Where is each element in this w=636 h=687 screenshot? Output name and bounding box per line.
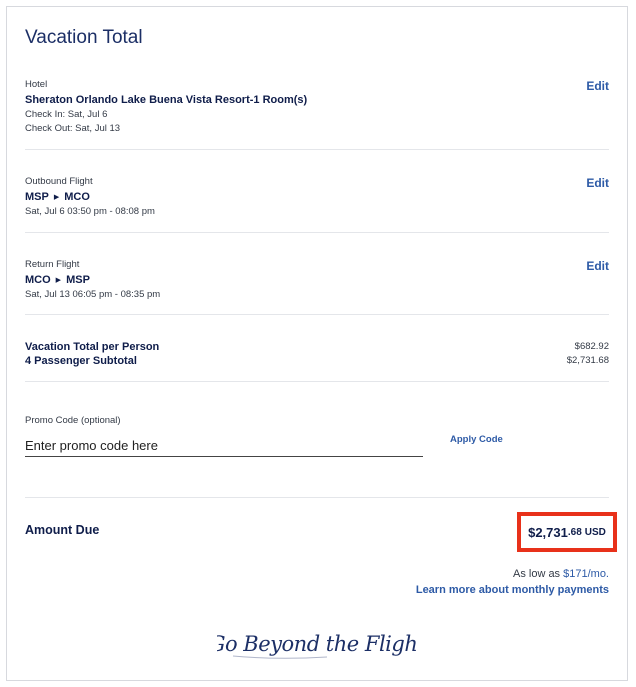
apply-code-button[interactable]: Apply Code [450,434,503,445]
outbound-origin: MSP [25,191,49,203]
divider [25,497,609,498]
monthly-prefix: As low as [512,568,564,580]
return-destination: MSP [66,274,90,286]
learn-monthly-payments-link[interactable]: Learn more about monthly payments [415,584,609,596]
check-out: Check Out: Sat, Jul 13 [25,123,121,134]
return-section-label: Return Flight [25,259,80,270]
totals-section [25,340,609,368]
per-person-value: $682.92 [574,341,609,352]
hotel-section [25,79,609,134]
return-schedule: Sat, Jul 13 06:05 pm - 08:35 pm [25,289,161,300]
route-arrow-icon: ▶ [55,277,62,284]
vacation-total-card [6,6,628,681]
promo-label: Promo Code (optional) [25,415,121,426]
amount-cents: .68 [567,526,582,538]
promo-code-input[interactable] [25,434,423,457]
svg-text:Go Beyond the Flight: Go Beyond the Flight [217,632,417,656]
divider [25,149,609,150]
per-person-label: Vacation Total per Person [25,341,160,353]
monthly-amount: $171/mo. [563,568,609,580]
return-flight-section [25,259,609,300]
page-title: Vacation Total [25,27,143,48]
edit-outbound-button[interactable]: Edit [586,176,609,190]
subtotal-label: 4 Passenger Subtotal [25,355,137,367]
totals-values [567,340,609,368]
amount-due-label: Amount Due [25,523,100,537]
divider [25,314,609,315]
route-arrow-icon: ▶ [53,194,60,201]
check-in: Check In: Sat, Jul 6 [25,109,108,120]
brand-tagline-logo [7,623,627,670]
amount-currency: USD [584,526,606,538]
outbound-section-label: Outbound Flight [25,176,93,187]
hotel-section-label: Hotel [25,79,48,90]
amount-dollars: $2,731 [528,524,568,540]
divider [25,232,609,233]
outbound-flight-section [25,176,609,217]
amount-due-value [517,512,617,552]
divider [25,381,609,382]
hotel-name: Sheraton Orlando Lake Buena Vista Resort-1 Room(s) [25,94,308,106]
edit-return-button[interactable]: Edit [586,259,609,273]
return-route [25,274,609,286]
tagline-script-icon [217,623,417,665]
outbound-destination: MCO [64,191,90,203]
outbound-route [25,191,609,203]
subtotal-value: $2,731.68 [566,355,609,366]
monthly-payment-text [513,568,609,580]
promo-section [25,415,609,465]
return-origin: MCO [25,274,51,286]
edit-hotel-button[interactable]: Edit [586,79,609,93]
outbound-schedule: Sat, Jul 6 03:50 pm - 08:08 pm [25,206,155,217]
